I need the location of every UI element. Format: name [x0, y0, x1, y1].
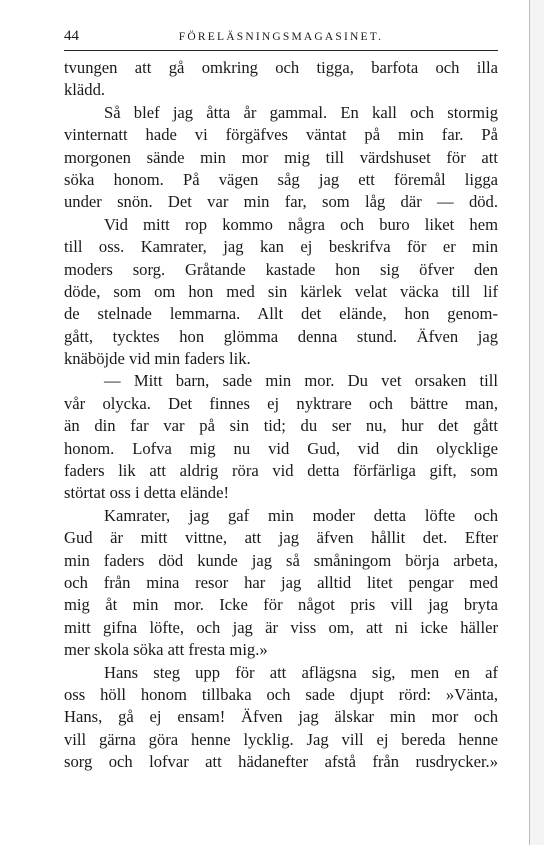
text-line: Hans steg upp för att aflägsna sig, men en af	[104, 662, 498, 682]
text-line: Gud är mitt vittne, att jag äfven hållit det. Efter	[64, 528, 498, 548]
body-text	[64, 57, 498, 774]
text-line: klädd.	[64, 80, 106, 100]
text-line: faders lik att aldrig röra vid detta förfärliga gift, som	[64, 461, 498, 481]
text-line: Kamrater, jag gaf min moder detta löfte och	[104, 505, 498, 525]
text-line: Så blef jag åtta år gammal. En kall och stormig	[104, 102, 498, 122]
text-line: döde, som om hon med sin kärlek velat väcka till lif	[64, 281, 498, 301]
text-line: min faders död kunde jag så småningom börja arbeta,	[64, 550, 498, 570]
text-line: mitt gifna löfte, och jag är viss om, att ni icke häller	[64, 617, 498, 637]
page-number: 44	[64, 28, 79, 44]
text-line: morgonen sände min mor mig till värdshuset för att	[64, 147, 498, 167]
text-line: gått, tycktes hon glömma denna stund. Äfven jag	[64, 326, 498, 346]
text-line: mer skola söka att fresta mig.»	[64, 640, 268, 660]
text-line: knäböjde vid min faders lik.	[64, 349, 251, 369]
text-line: vår olycka. Det finnes ej nyktrare och bättre man,	[64, 393, 498, 413]
text-line: söka honom. På vägen såg jag ett föremål ligga	[64, 169, 498, 189]
text-line: vill gärna göra henne lycklig. Jag vill ej bereda henne	[64, 729, 498, 749]
text-line: och från mina resor har jag alltid litet pengar med	[64, 572, 498, 592]
text-line: Vid mitt rop kommo några och buro liket hem	[104, 214, 498, 234]
text-line: under snön. Det var min far, som låg där — död.	[64, 192, 498, 212]
book-page	[64, 28, 498, 774]
text-line: honom. Lofva mig nu vid Gud, vid din olycklige	[64, 438, 498, 458]
text-line: — Mitt barn, sade min mor. Du vet orsaken till	[104, 371, 498, 391]
text-line: tvungen att gå omkring och tigga, barfota och illa	[64, 58, 498, 77]
text-line: sorg och lofvar att hädanefter afstå från rusdrycker.»	[64, 752, 498, 772]
text-line: oss höll honom tillbaka och sade djupt rörd: »Vänta,	[64, 684, 498, 704]
running-head	[64, 28, 498, 51]
text-line: de stelnade lemmarna. Allt det elände, hon genom-	[64, 304, 498, 324]
text-line: än din far var på sin tid; du ser nu, hur det gått	[64, 416, 498, 436]
text-line: störtat oss i detta elände!	[64, 483, 229, 503]
text-line: vinternatt hade vi förgäfves väntat på min far. På	[64, 125, 498, 145]
page-edge	[529, 0, 544, 845]
text-line: mig åt min mor. Icke för något pris vill jag bryta	[64, 595, 498, 615]
text-line: Hans, gå ej ensam! Äfven jag älskar min mor och	[64, 707, 498, 727]
text-line: till oss. Kamrater, jag kan ej beskrifva för er min	[64, 237, 498, 257]
text-line: moders sorg. Gråtande kastade hon sig öfver den	[64, 259, 498, 279]
journal-title: FÖRELÄSNINGSMAGASINET.	[178, 31, 384, 43]
